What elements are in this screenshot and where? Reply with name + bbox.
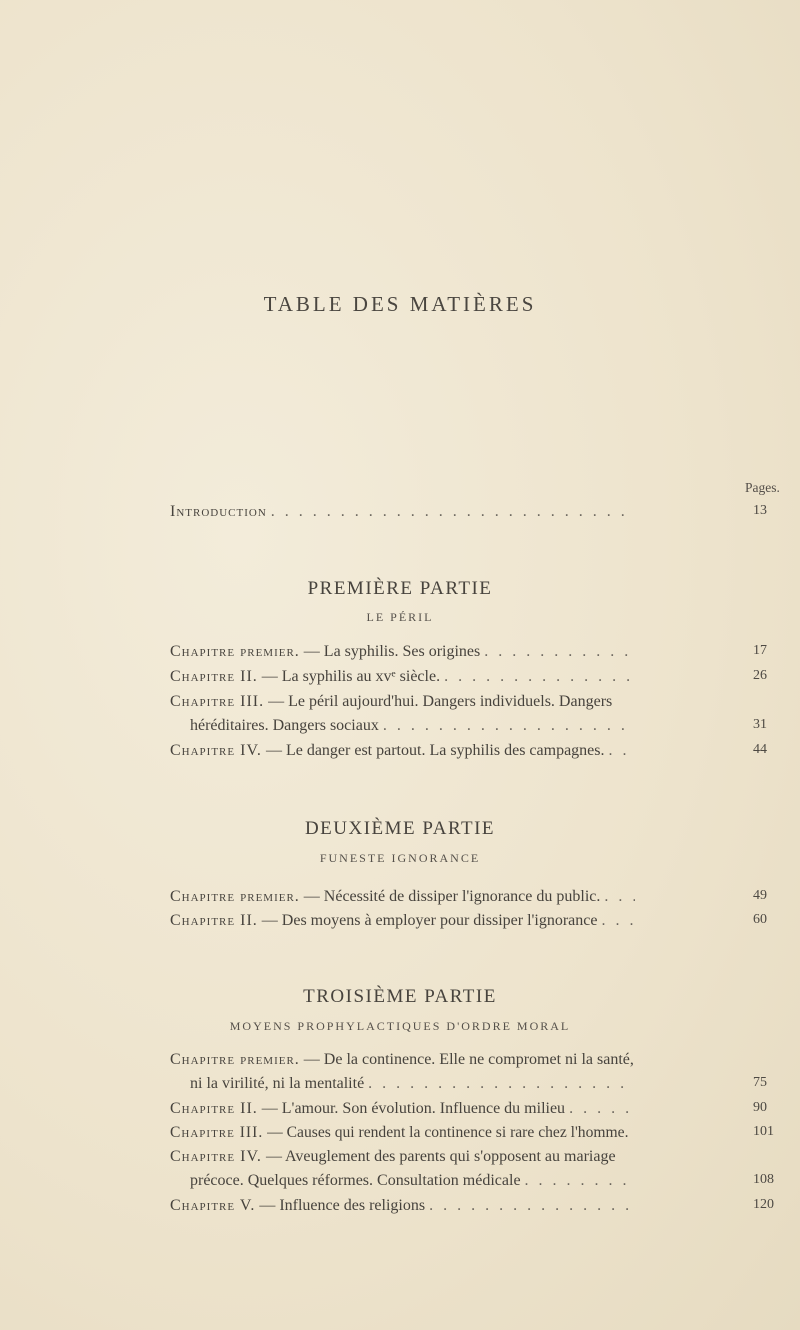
chapter-title: — Le danger est partout. La syphilis des campagnes. [261, 742, 605, 759]
dot-leader [444, 665, 635, 689]
page-number: 44 [753, 742, 767, 757]
dot-leader [569, 1097, 635, 1121]
dot-leader [609, 739, 635, 763]
toc-entry-line1[interactable] [170, 1048, 635, 1072]
toc-entry[interactable] [170, 739, 635, 763]
dot-leader [383, 714, 635, 738]
page-number: 13 [753, 503, 767, 518]
dot-leader [604, 885, 635, 909]
page-number: 120 [753, 1197, 774, 1212]
page-number: 17 [753, 643, 767, 658]
page-number: 60 [753, 912, 767, 927]
page-number: 31 [753, 717, 767, 732]
toc-entry-line2[interactable] [190, 714, 635, 738]
part-title: PREMIÈRE PARTIE [307, 578, 493, 599]
chapter-head: Chapitre premier. [170, 888, 300, 905]
chapter-head: Chapitre IV. [170, 1148, 262, 1165]
chapter-title: — Des moyens à employer pour dissiper l'ignorance [257, 912, 598, 929]
dot-leader [429, 1194, 635, 1218]
toc-entry[interactable] [170, 1097, 635, 1121]
page-number: 49 [753, 888, 767, 903]
chapter-title: — Nécessité de dissiper l'ignorance du public. [299, 888, 601, 905]
dot-leader [368, 1072, 635, 1096]
toc-entry[interactable] [170, 909, 635, 933]
part-title: TROISIÈME PARTIE [303, 986, 497, 1007]
toc-entry[interactable] [170, 640, 635, 664]
page-number: 90 [753, 1100, 767, 1115]
chapter-title-cont: précoce. Quelques réformes. Consultation médicale [190, 1172, 521, 1189]
chapter-head: Chapitre V. [170, 1197, 256, 1214]
chapter-title: — L'amour. Son évolution. Influence du milieu [257, 1100, 566, 1117]
toc-entry[interactable] [170, 665, 635, 689]
page-title: TABLE DES MATIÈRES [263, 292, 537, 316]
part-title: DEUXIÈME PARTIE [304, 818, 496, 839]
part-subtitle: MOYENS PROPHYLACTIQUES D'ORDRE MORAL [229, 1019, 571, 1033]
chapter-head: Chapitre III. [170, 693, 265, 710]
chapter-title: — De la continence. Elle ne compromet ni la santé, [299, 1051, 634, 1068]
page-number: 101 [753, 1124, 774, 1139]
chapter-head: Chapitre premier. [170, 1051, 300, 1068]
page-number: 75 [753, 1075, 767, 1090]
dot-leader [271, 500, 635, 524]
toc-entry-line1[interactable] [170, 1145, 635, 1169]
chapter-title: — Aveuglement des parents qui s'opposent au mariage [261, 1148, 616, 1165]
chapter-head: Chapitre II. [170, 668, 258, 685]
toc-entry-line1[interactable] [170, 690, 635, 714]
pages-column-header: Pages. [745, 480, 780, 495]
page-number: 108 [753, 1172, 774, 1187]
chapter-head: Chapitre IV. [170, 742, 262, 759]
dot-leader [525, 1169, 635, 1193]
chapter-head: Chapitre premier. [170, 643, 300, 660]
chapter-title: — La syphilis au xvᵉ siècle. [257, 668, 441, 685]
chapter-title: — Causes qui rendent la continence si rare chez l'homme. [263, 1124, 629, 1141]
page-number: 26 [753, 668, 767, 683]
toc-entry-line2[interactable] [190, 1169, 635, 1193]
toc-entry[interactable] [170, 885, 635, 909]
toc-entry-line2[interactable] [190, 1072, 635, 1096]
chapter-title-cont: ni la virilité, ni la mentalité [190, 1075, 365, 1092]
part-subtitle: LE PÉRIL [366, 610, 434, 624]
toc-entry-introduction[interactable] [170, 500, 635, 524]
entry-label: Introduction [170, 503, 267, 520]
dot-leader [601, 909, 635, 933]
dot-leader [484, 640, 635, 664]
chapter-head: Chapitre II. [170, 912, 258, 929]
part-subtitle: FUNESTE IGNORANCE [319, 851, 481, 865]
chapter-title: — Le péril aujourd'hui. Dangers individuels. Dangers [264, 693, 613, 710]
chapter-title-cont: héréditaires. Dangers sociaux [190, 717, 379, 734]
toc-entry[interactable] [170, 1194, 635, 1218]
chapter-head: Chapitre II. [170, 1100, 258, 1117]
chapter-title: — La syphilis. Ses origines [299, 643, 481, 660]
chapter-title: — Influence des religions [255, 1197, 426, 1214]
toc-entry[interactable] [170, 1121, 635, 1145]
chapter-head: Chapitre III. [170, 1124, 264, 1141]
